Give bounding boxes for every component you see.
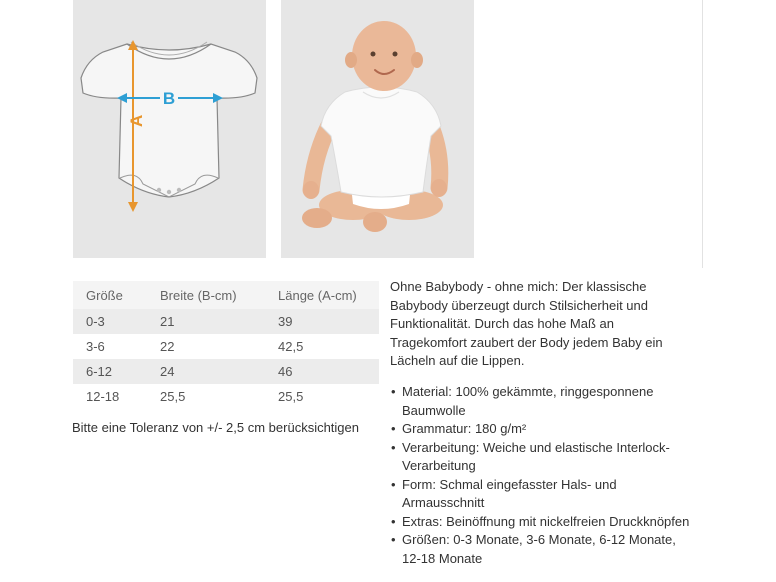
table-cell: 24	[159, 359, 277, 384]
product-description	[390, 278, 690, 371]
table-cell: 6-12	[73, 359, 159, 384]
feature-list	[390, 383, 690, 568]
baby-illustration	[281, 0, 474, 258]
label-b: B	[162, 89, 176, 108]
list-item: • Material: 100% gekämmte, ringgesponnene Baumwolle	[390, 383, 690, 420]
table-cell: 12-18	[73, 384, 159, 409]
table-cell: 25,5	[277, 384, 379, 409]
table-row	[73, 309, 379, 334]
label-a: A	[127, 114, 146, 127]
divider-line	[702, 0, 703, 268]
table-cell: 25,5	[159, 384, 277, 409]
table-cell: 39	[277, 309, 379, 334]
list-item: • Größen: 0-3 Monate, 3-6 Monate, 6-12 Monate, 12-18 Monate	[390, 531, 690, 568]
list-item: • Verarbeitung: Weiche und elastische Interlock-Verarbeitung	[390, 439, 690, 476]
list-item: • Form: Schmal eingefasster Hals- und Armausschnitt	[390, 476, 690, 513]
table-cell: 21	[159, 309, 277, 334]
table-cell: 22	[159, 334, 277, 359]
table-header-row	[73, 281, 379, 309]
table-row	[73, 334, 379, 359]
table-cell: 3-6	[73, 334, 159, 359]
size-diagram	[73, 0, 266, 258]
list-item: • Grammatur: 180 g/m²	[390, 420, 690, 439]
size-table	[73, 281, 379, 409]
table-row	[73, 359, 379, 384]
table-cell: 0-3	[73, 309, 159, 334]
column-header: Größe	[73, 281, 159, 309]
bodysuit-diagram	[73, 0, 266, 258]
description-text: Ohne Babybody - ohne mich: Der klassische Babybody überzeugt durch Stilsicherheit und Funktionalität. Durch das hohe Maß an Tragekomfort zaubert der Body jedem Baby ein Lächeln auf die Lippen.	[390, 279, 663, 368]
list-item: • Extras: Beinöffnung mit nickelfreien Druckknöpfen	[390, 513, 690, 532]
table-cell: 42,5	[277, 334, 379, 359]
table-cell: 46	[277, 359, 379, 384]
baby-photo	[281, 0, 474, 258]
tolerance-note: Bitte eine Toleranz von +/- 2,5 cm berücksichtigen	[72, 420, 359, 435]
column-header: Breite (B-cm)	[159, 281, 277, 309]
table-row	[73, 384, 379, 409]
column-header: Länge (A-cm)	[277, 281, 379, 309]
